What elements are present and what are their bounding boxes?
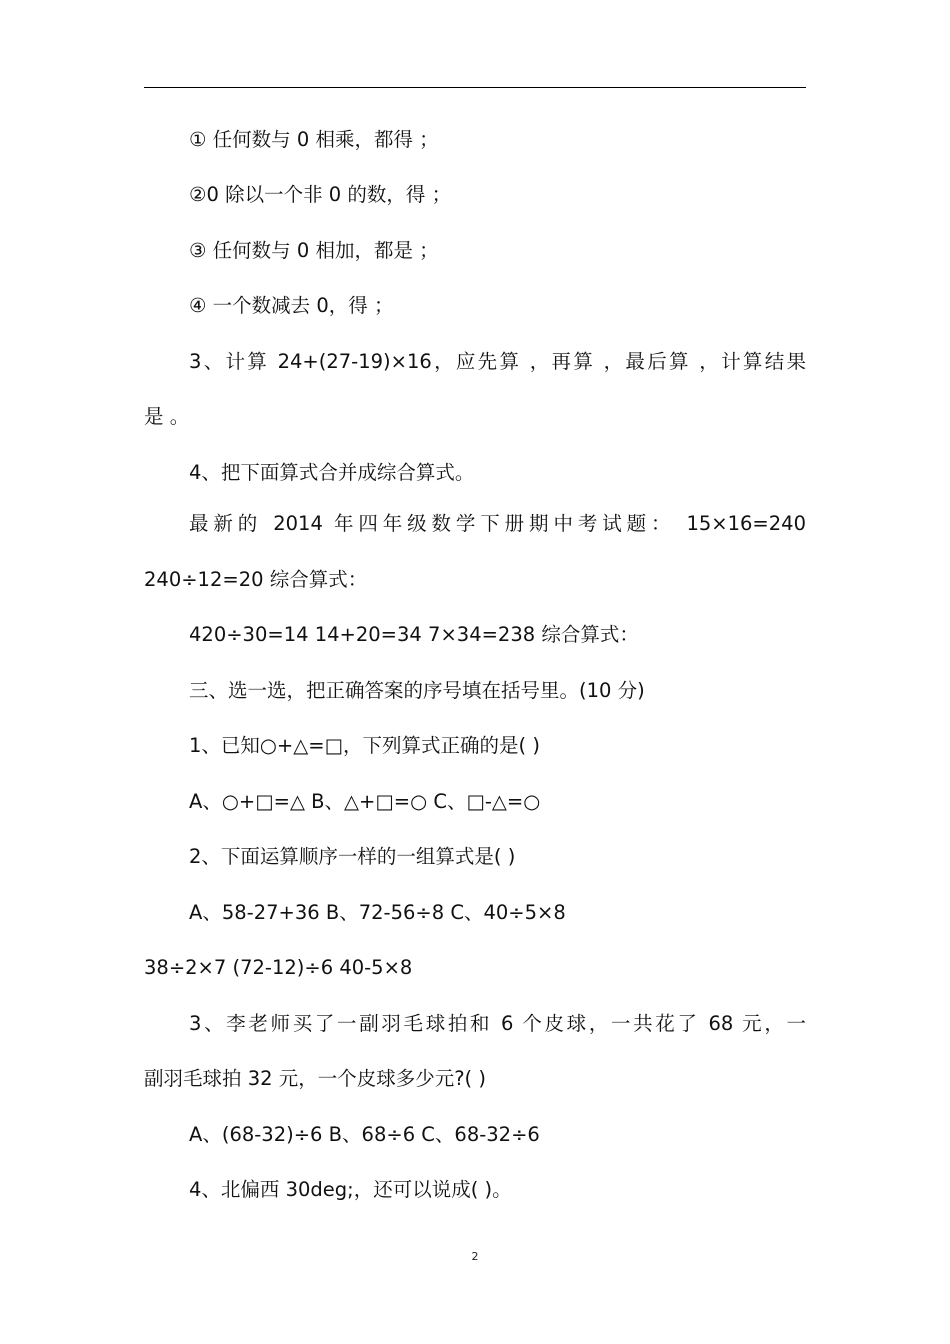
question-4: 4、北偏西 30deg;，还可以说成( )。 — [189, 1178, 512, 1201]
text-line-3: ③ 任何数与 0 相加，都是 ； — [189, 239, 439, 262]
section-heading: 三、选一选，把正确答案的序号填在括号里。(10 分) — [189, 679, 645, 702]
question-1: 1、已知○+△=□，下列算式正确的是( ) — [189, 734, 540, 757]
question-3-options: A、(68-32)÷6 B、68÷6 C、68-32÷6 — [189, 1123, 540, 1146]
question-1-options: A、○+□=△ B、△+□=○ C、□-△=○ — [189, 790, 541, 813]
text-line-9: 240÷12=20 综合算式： — [144, 568, 368, 591]
text-line-8: 最新的 2014 年四年级数学下册期中考试题： 15×16=240 — [189, 512, 806, 535]
question-3-continued: 副羽毛球拍 32 元，一个皮球多少元?( ) — [144, 1067, 486, 1090]
question-2-options-row-2: 38÷2×7 (72-12)÷6 40-5×8 — [144, 956, 413, 979]
text-line-2: ②0 除以一个非 0 的数，得 ； — [189, 183, 452, 206]
text-line-7: 4、把下面算式合并成综合算式。 — [189, 461, 475, 484]
page-number: 2 — [471, 1250, 479, 1263]
question-3: 3、李老师买了一副羽毛球拍和 6 个皮球，一共花了 68 元，一 — [189, 1012, 806, 1035]
text-line-10: 420÷30=14 14+20=34 7×34=238 综合算式： — [189, 623, 639, 646]
text-line-6: 是 。 — [144, 405, 190, 428]
text-line-1: ① 任何数与 0 相乘，都得 ； — [189, 128, 439, 151]
text-line-5: 3、计算 24+(27-19)×16，应先算 ，再算 ，最后算 ，计算结果 — [189, 350, 806, 373]
question-2-options-row-1: A、58-27+36 B、72-56÷8 C、40÷5×8 — [189, 901, 566, 924]
text-line-4: ④ 一个数减去 0，得 ； — [189, 294, 394, 317]
question-2: 2、下面运算顺序一样的一组算式是( ) — [189, 845, 516, 868]
header-rule — [144, 87, 806, 88]
